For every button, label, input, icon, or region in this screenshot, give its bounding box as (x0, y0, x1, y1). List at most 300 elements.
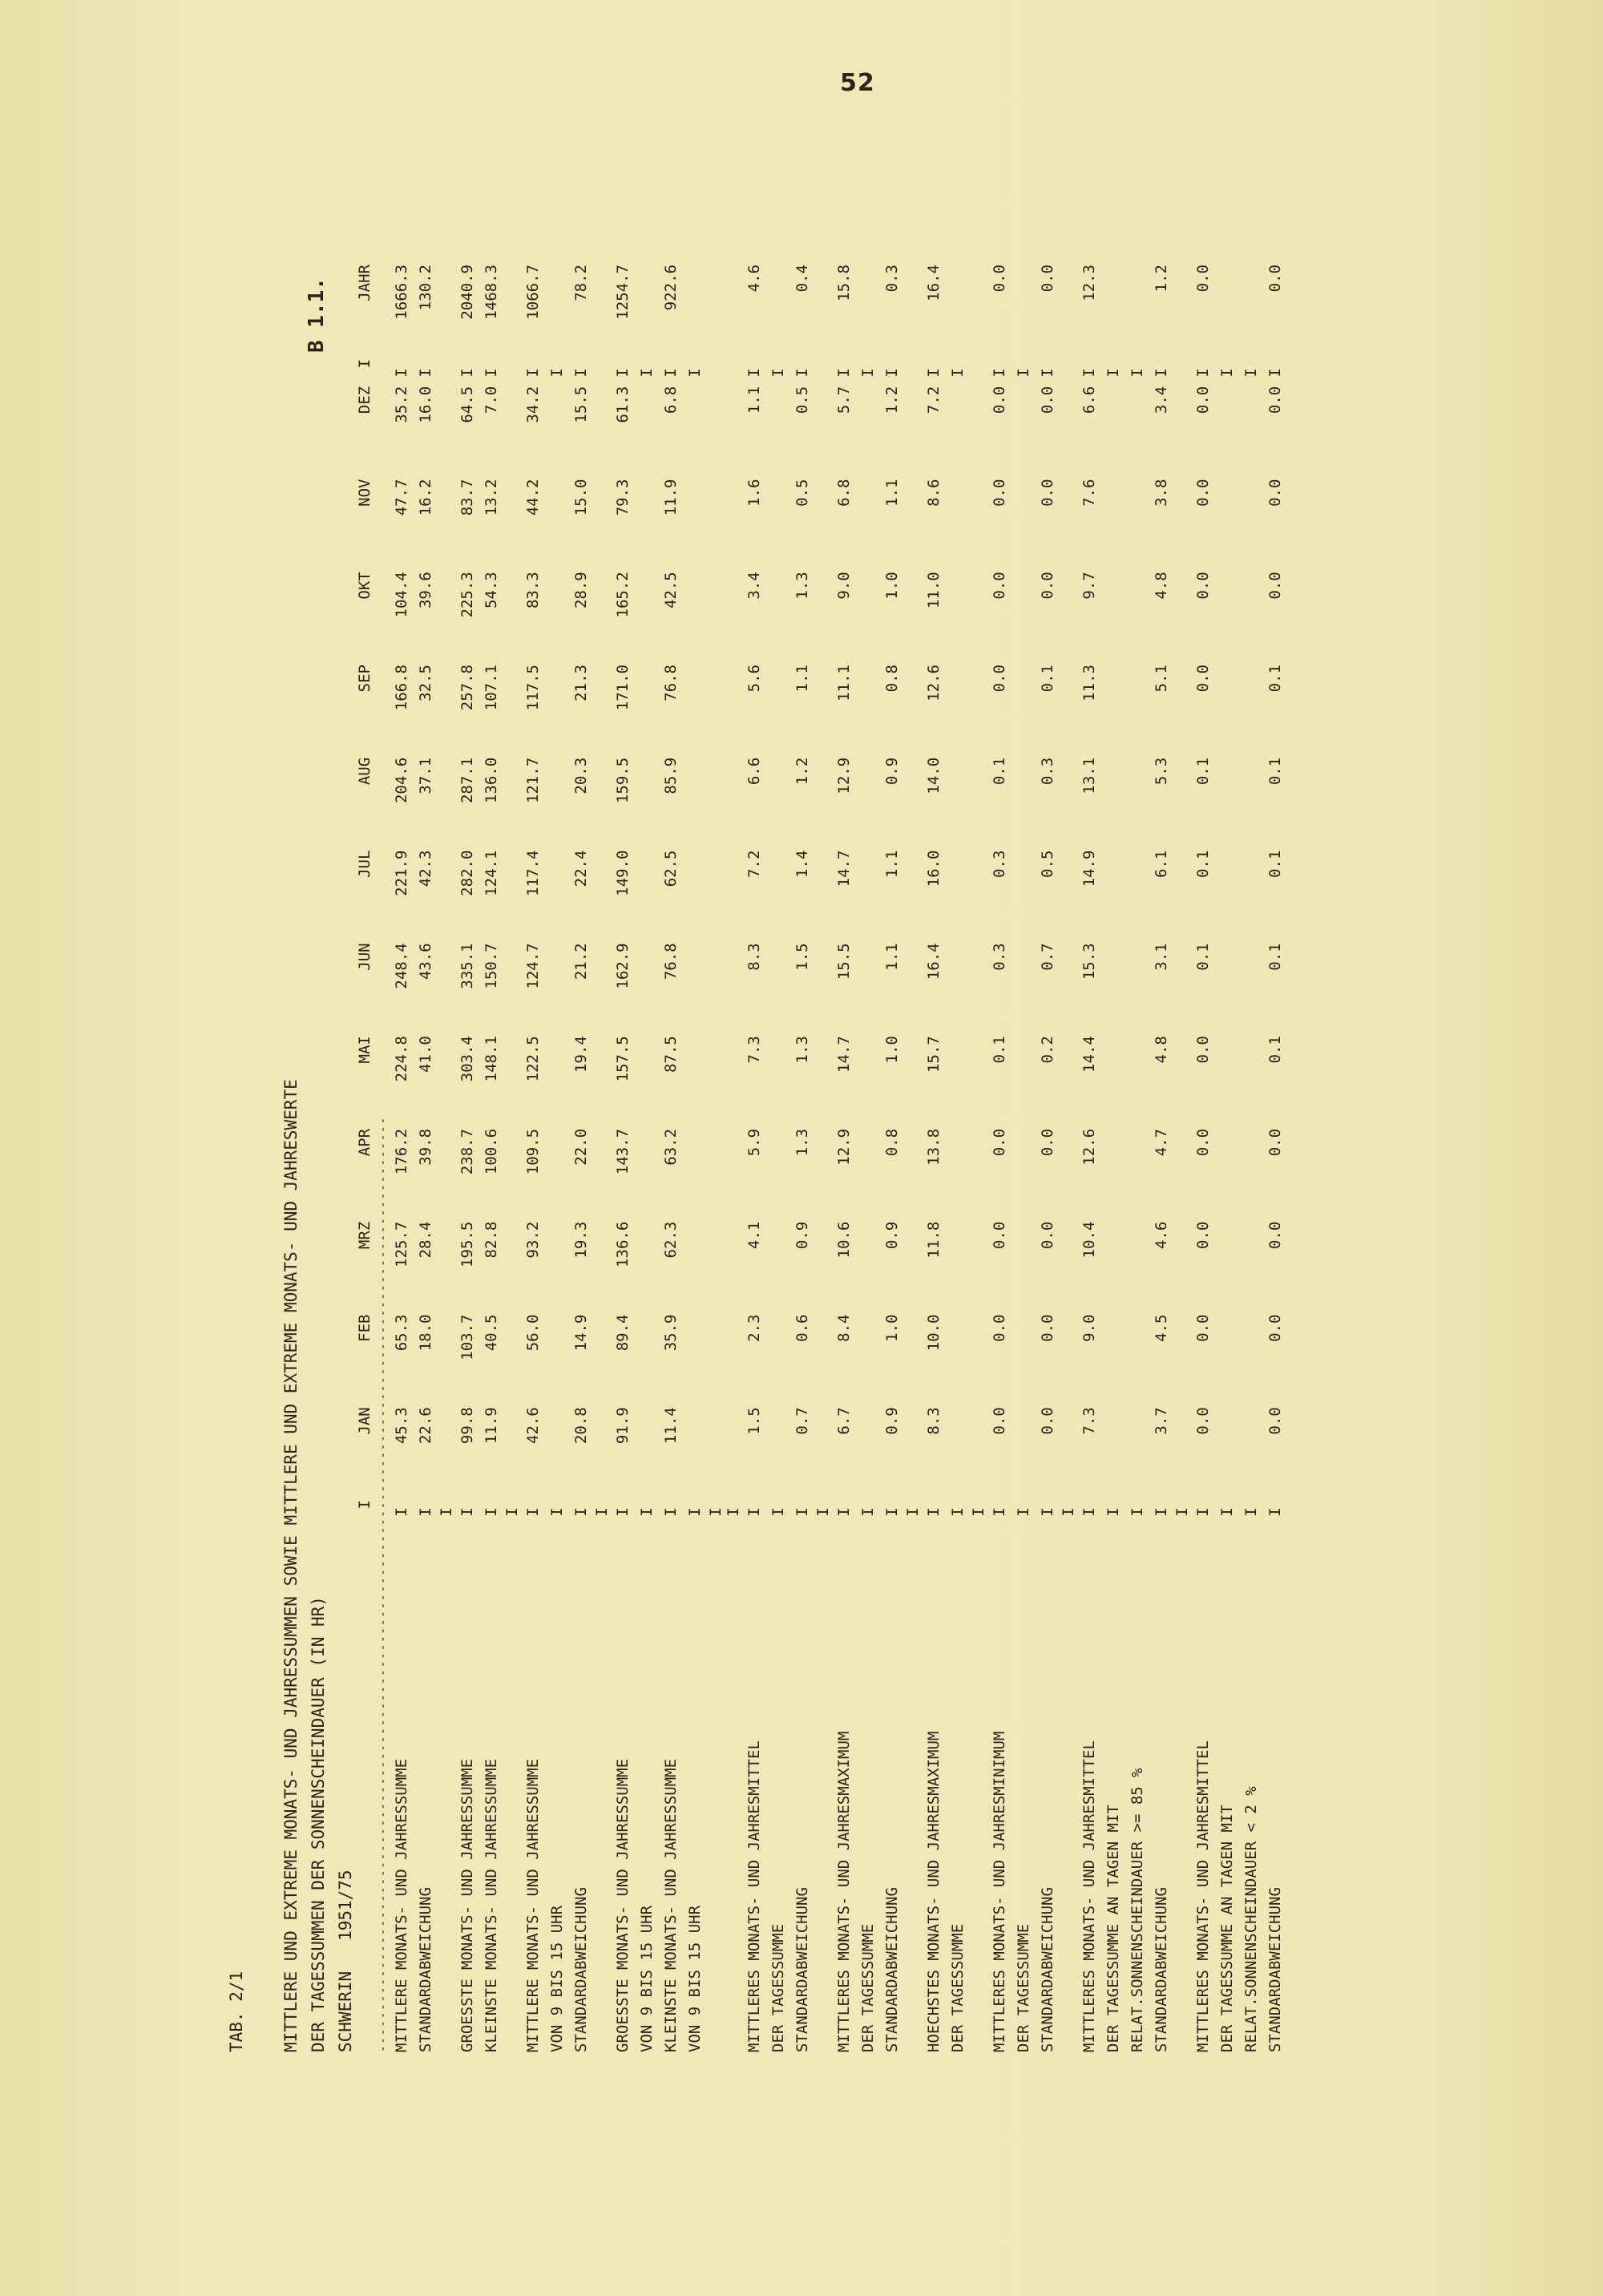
table-cell: 282.0 (458, 850, 476, 896)
table-cell: 0.0 (1266, 479, 1284, 507)
table-cell: 11.9 (483, 1407, 500, 1445)
row-label: DER TAGESSUMME (859, 1923, 877, 2052)
table-cell (766, 1407, 790, 1500)
table-cell (1011, 1315, 1036, 1408)
table-cell: 1.1 (745, 386, 763, 414)
table-cell: 15.3 (1080, 943, 1098, 980)
table-cell: 0.0 (1194, 1036, 1212, 1064)
table-cell: 12.9 (835, 1128, 853, 1166)
table-cell: 63.2 (662, 1128, 680, 1166)
table-cell: 1.6 (745, 479, 763, 507)
column-separator: I (572, 368, 590, 378)
table-cell (1011, 479, 1036, 572)
column-separator: I (1104, 368, 1122, 378)
table-cell (635, 265, 659, 359)
column-header-jahr: JAHR (356, 265, 373, 301)
table-cell: 14.4 (1080, 1036, 1098, 1073)
table-cell (1101, 265, 1125, 359)
table-cell: 0.0 (991, 265, 1008, 293)
table-cell (683, 479, 707, 572)
table-cell (1215, 665, 1239, 758)
table-cell: 83.7 (458, 479, 476, 516)
table-cell (1011, 1129, 1036, 1222)
table-row (1263, 265, 1287, 2052)
table-cell: 7.3 (1080, 1407, 1098, 1435)
table-cell (683, 943, 707, 1036)
row-label: MITTLERES MONATS- UND JAHRESMITTEL (745, 1740, 763, 2052)
column-header-jun: JUN (356, 943, 373, 971)
table-row (856, 265, 880, 2052)
table-cell: 6.8 (835, 479, 853, 507)
table-row (1239, 265, 1263, 2052)
table-cell (1125, 479, 1149, 572)
table-cell (946, 1222, 970, 1315)
row-label: KLEINSTE MONATS- UND JAHRESSUMME (483, 1758, 500, 2052)
column-separator: I (686, 368, 704, 378)
column-header-okt: OKT (356, 572, 373, 600)
gap-cell (1060, 1524, 1077, 2052)
table-cell: 0.0 (991, 1314, 1008, 1342)
table-cell: 4.1 (745, 1221, 763, 1250)
column-separator: I (904, 1507, 922, 1517)
table-cell: 62.5 (662, 850, 680, 887)
column-header-apr: APR (356, 1128, 373, 1157)
column-separator: I (707, 1507, 725, 1517)
table-row (1011, 265, 1036, 2052)
table-row (946, 265, 970, 2052)
table-cell: 0.0 (1194, 386, 1212, 414)
table-cell (766, 851, 790, 944)
table-gap-row (1173, 265, 1191, 2052)
table-cell: 85.9 (662, 757, 680, 794)
table-cell (946, 572, 970, 665)
column-separator: I (1015, 368, 1032, 378)
table-cell: 0.0 (1039, 1128, 1056, 1157)
row-label: STANDARDABWEICHUNG (883, 1887, 901, 2052)
table-cell: 0.1 (1194, 850, 1212, 878)
table-cell: 44.2 (524, 479, 542, 516)
table-cell: 0.0 (1194, 1128, 1212, 1157)
page-number: 52 (840, 69, 875, 97)
table-cell: 43.6 (417, 943, 434, 980)
table-cell (1239, 665, 1263, 758)
table-cell: 21.2 (572, 943, 590, 980)
column-header-jul: JUL (356, 850, 373, 878)
table-cell: 0.3 (1039, 757, 1056, 786)
column-separator: I (769, 1507, 787, 1517)
table-cell: 35.2 (393, 386, 410, 423)
table-row (611, 265, 635, 2052)
table-cell: 0.0 (1266, 386, 1284, 414)
row-label: DER TAGESSUMME (1015, 1923, 1032, 2052)
column-separator: I (1129, 1507, 1146, 1517)
table-cell: 12.3 (1080, 265, 1098, 301)
table-cell (1101, 851, 1125, 944)
table-row (1149, 265, 1173, 2052)
table-cell (856, 851, 880, 944)
table-cell: 109.5 (524, 1128, 542, 1175)
table-cell (766, 386, 790, 479)
column-separator: I (393, 368, 410, 378)
table-row (1077, 265, 1101, 2052)
table-cell: 1.2 (793, 757, 811, 786)
table-cell: 42.5 (662, 572, 680, 609)
table-cell: 0.0 (991, 572, 1008, 600)
table-cell: 0.0 (1266, 572, 1284, 600)
table-cell: 37.1 (417, 757, 434, 794)
table-cell: 100.6 (483, 1128, 500, 1175)
table-cell: 238.7 (458, 1128, 476, 1175)
table-cell: 0.1 (1266, 943, 1284, 971)
table-cell (856, 1036, 880, 1129)
table-cell (1125, 1315, 1149, 1408)
table-cell (545, 479, 569, 572)
table-cell: 11.0 (925, 572, 943, 609)
table-row (569, 265, 593, 2052)
table-cell: 32.5 (417, 665, 434, 701)
table-cell (856, 572, 880, 665)
table-cell: 0.7 (1039, 943, 1056, 971)
table-cell (1011, 572, 1036, 665)
table-cell (683, 265, 707, 359)
table-cell: 0.0 (1039, 572, 1056, 600)
table-row (766, 265, 790, 2052)
column-separator: I (949, 1507, 967, 1517)
row-label: STANDARDABWEICHUNG (572, 1887, 590, 2052)
table-cell (1011, 1407, 1036, 1500)
column-separator: I (1104, 1507, 1122, 1517)
gap-cell (814, 1524, 832, 2052)
table-cell: 3.4 (745, 572, 763, 600)
column-separator: I (1080, 368, 1098, 378)
table-cell (1011, 265, 1036, 359)
table-cell: 1.3 (793, 572, 811, 600)
column-separator: I (1153, 1507, 1170, 1517)
column-header-mrz: MRZ (356, 1221, 373, 1250)
table-cell: 91.9 (614, 1407, 632, 1445)
table-cell: 130.2 (417, 265, 434, 311)
table-gap-row (970, 265, 987, 2052)
table-cell (1215, 1036, 1239, 1129)
table-cell: 0.0 (991, 1128, 1008, 1157)
table-cell: 257.8 (458, 665, 476, 711)
table-cell: 5.6 (745, 665, 763, 693)
table-cell: 21.3 (572, 665, 590, 701)
table-cell (635, 851, 659, 944)
table-cell: 159.5 (614, 757, 632, 804)
table-cell: 2040.9 (458, 265, 476, 320)
table-row (790, 265, 814, 2052)
table-cell: 1.1 (883, 850, 901, 878)
table-cell: 35.9 (662, 1314, 680, 1352)
table-cell: 7.2 (745, 850, 763, 878)
table-cell: 0.2 (1039, 1036, 1056, 1064)
table-cell (946, 943, 970, 1036)
table-cell (545, 943, 569, 1036)
table-cell: 0.0 (1039, 1314, 1056, 1342)
column-separator: I (1218, 368, 1236, 378)
table-cell: 0.1 (991, 757, 1008, 786)
table-cell (1125, 1222, 1149, 1315)
table-cell: 0.1 (1039, 665, 1056, 693)
table-cell: 18.0 (417, 1314, 434, 1352)
table-header-row (353, 265, 377, 2052)
table-cell: 10.0 (925, 1314, 943, 1352)
table-cell: 8.3 (745, 943, 763, 971)
table-cell: 107.1 (483, 665, 500, 711)
table-row (1036, 265, 1060, 2052)
table-cell: 0.0 (1039, 386, 1056, 414)
table-cell (1215, 851, 1239, 944)
gap-cell (438, 1524, 455, 2052)
table-cell: 1666.3 (393, 265, 410, 320)
table-cell: 204.6 (393, 757, 410, 804)
column-separator: I (393, 1507, 410, 1517)
table-cell: 6.6 (745, 757, 763, 786)
table-cell: 3.7 (1153, 1407, 1170, 1435)
row-label: MITTLERES MONATS- UND JAHRESMINIMUM (991, 1731, 1008, 2052)
table-cell: 3.1 (1153, 943, 1170, 971)
table-cell: 195.5 (458, 1221, 476, 1267)
table-cell: 0.8 (883, 665, 901, 693)
table-row (683, 265, 707, 2052)
row-label: MITTLERE MONATS- UND JAHRESSUMME (393, 1758, 410, 2052)
column-separator: I (793, 1507, 811, 1517)
column-separator: I (925, 368, 943, 378)
table-cell: 0.0 (1194, 479, 1212, 507)
row-label: DER TAGESSUMME (949, 1923, 967, 2052)
table-cell: 47.7 (393, 479, 410, 516)
table-cell: 19.4 (572, 1036, 590, 1073)
table-cell (1125, 665, 1149, 758)
table-cell: 5.1 (1153, 665, 1170, 693)
column-separator: I (925, 1507, 943, 1517)
column-separator: I (883, 368, 901, 378)
table-cell (1239, 943, 1263, 1036)
table-cell (545, 758, 569, 851)
table-cell: 15.8 (835, 265, 853, 301)
table-gap-row (438, 265, 455, 2052)
table-cell: 22.6 (417, 1407, 434, 1445)
table-cell (766, 265, 790, 359)
table-cell (1125, 265, 1149, 359)
table-cell (683, 1315, 707, 1408)
table-cell (1215, 1315, 1239, 1408)
table-cell: 0.0 (1194, 665, 1212, 693)
table-cell (946, 1129, 970, 1222)
table-cell (1125, 572, 1149, 665)
table-cell: 76.8 (662, 943, 680, 980)
column-separator: I (1080, 1507, 1098, 1517)
column-header-aug: AUG (356, 757, 373, 786)
column-header-sep: SEP (356, 665, 373, 693)
table-cell: 0.7 (793, 1407, 811, 1435)
table-cell: 122.5 (524, 1036, 542, 1082)
table-row (659, 265, 683, 2052)
table-cell: 9.0 (835, 572, 853, 600)
table-cell: 11.1 (835, 665, 853, 701)
table-cell (1011, 943, 1036, 1036)
table-cell: 0.0 (1194, 1314, 1212, 1342)
table-cell (856, 1315, 880, 1408)
table-cell: 143.7 (614, 1128, 632, 1175)
table-cell (856, 758, 880, 851)
column-header-jan: JAN (356, 1407, 373, 1435)
table-cell (1101, 572, 1125, 665)
table-cell: 0.0 (1266, 1128, 1284, 1157)
table-cell (1011, 665, 1036, 758)
table-cell: 165.2 (614, 572, 632, 618)
table-cell (1239, 265, 1263, 359)
table-cell (1101, 1036, 1125, 1129)
table-cell: 6.6 (1080, 386, 1098, 414)
table-gap-row (593, 265, 611, 2052)
table-cell: 7.6 (1080, 479, 1098, 507)
table-cell: 176.2 (393, 1128, 410, 1175)
column-separator: I (859, 1507, 877, 1517)
table-cell: 4.6 (745, 265, 763, 293)
table-cell (1125, 851, 1149, 944)
table-cell: 22.0 (572, 1128, 590, 1166)
table-cell: 0.0 (1266, 1314, 1284, 1342)
column-separator: I (593, 1507, 611, 1517)
table-cell: 1.2 (883, 386, 901, 414)
row-label: VON 9 BIS 15 UHR (686, 1905, 704, 2052)
column-separator: I (859, 368, 877, 378)
table-cell (766, 1129, 790, 1222)
table-cell: 1468.3 (483, 265, 500, 320)
table-cell: 13.2 (483, 479, 500, 516)
table-cell (1215, 386, 1239, 479)
table-row (390, 265, 414, 2052)
column-separator: I (438, 1507, 455, 1517)
table-cell (1101, 1315, 1125, 1408)
table-cell (1101, 1222, 1125, 1315)
table-cell: 14.9 (572, 1314, 590, 1352)
table-cell: 99.8 (458, 1407, 476, 1445)
table-cell (635, 1315, 659, 1408)
table-cell: 0.3 (991, 943, 1008, 971)
gap-cell (904, 1524, 922, 2052)
table-cell: 117.5 (524, 665, 542, 711)
table-cell: 148.1 (483, 1036, 500, 1082)
column-separator: I (745, 1507, 763, 1517)
table-cell: 15.5 (835, 943, 853, 980)
table-cell (766, 479, 790, 572)
table-cell (635, 1222, 659, 1315)
table-row (880, 265, 904, 2052)
table-cell: 79.3 (614, 479, 632, 516)
table-gap-row (1060, 265, 1077, 2052)
table-cell: 1254.7 (614, 265, 632, 320)
table-cell: 1.1 (883, 943, 901, 971)
column-separator: I (1015, 1507, 1032, 1517)
table-cell: 0.5 (793, 386, 811, 414)
column-separator: I (483, 368, 500, 378)
table-cell: 1.0 (883, 572, 901, 600)
table-cell (545, 386, 569, 479)
table-cell: 0.5 (793, 479, 811, 507)
table-cell: 125.7 (393, 1221, 410, 1267)
table-cell: 5.9 (745, 1128, 763, 1157)
table-cell (1239, 386, 1263, 479)
table-title-line-3: SCHWERIN 1951/75 (336, 1870, 355, 2052)
table-cell (683, 572, 707, 665)
table-cell: 0.0 (991, 386, 1008, 414)
column-separator: I (1194, 368, 1212, 378)
table-cell (1125, 1407, 1149, 1500)
table-cell: 0.0 (991, 1221, 1008, 1250)
table-cell: 10.6 (835, 1221, 853, 1259)
table-cell (683, 386, 707, 479)
table-cell: 20.8 (572, 1407, 590, 1445)
table-cell: 150.7 (483, 943, 500, 989)
table-cell (856, 479, 880, 572)
table-cell (1011, 386, 1036, 479)
table-cell: 166.8 (393, 665, 410, 711)
table-cell (856, 1222, 880, 1315)
table-cell: 82.8 (483, 1221, 500, 1259)
table-cell (1101, 1129, 1125, 1222)
table-cell (635, 386, 659, 479)
table-cell (1215, 265, 1239, 359)
table-cell: 56.0 (524, 1314, 542, 1352)
table-cell (1215, 758, 1239, 851)
table-cell (635, 479, 659, 572)
table-cell: 28.4 (417, 1221, 434, 1259)
table-cell: 7.3 (745, 1036, 763, 1064)
table-cell: 15.5 (572, 386, 590, 423)
table-cell (1239, 1407, 1263, 1500)
table-cell (1011, 1036, 1036, 1129)
column-separator: I (356, 358, 373, 369)
table-cell (1125, 386, 1149, 479)
table-cell: 117.4 (524, 850, 542, 896)
table-cell: 0.9 (883, 757, 901, 786)
table-cell: 22.4 (572, 850, 590, 887)
row-label: VON 9 BIS 15 UHR (548, 1905, 566, 2052)
column-separator: I (686, 1507, 704, 1517)
table-cell (635, 665, 659, 758)
table-cell (766, 1222, 790, 1315)
table-cell (1101, 943, 1125, 1036)
table-cell (1011, 851, 1036, 944)
header-dash-line: ---------------------------------------------------------------------------------------------------------------- (377, 1115, 390, 2052)
column-separator: I (524, 1507, 542, 1517)
table-cell (1215, 1407, 1239, 1500)
table-cell: 11.3 (1080, 665, 1098, 701)
table-cell (946, 386, 970, 479)
table-cell: 20.3 (572, 757, 590, 794)
table-cell (946, 1407, 970, 1500)
table-cell: 136.0 (483, 757, 500, 804)
table-cell (1239, 758, 1263, 851)
column-separator: I (524, 368, 542, 378)
table-tab-label: TAB. 2/1 (227, 1971, 246, 2052)
table-cell (1125, 1036, 1149, 1129)
table-gap-row (503, 265, 521, 2052)
table-cell: 0.0 (1266, 1221, 1284, 1250)
table-cell: 0.0 (991, 479, 1008, 507)
gap-cell (503, 1524, 521, 2052)
table-cell: 0.3 (883, 265, 901, 293)
table-cell (946, 1036, 970, 1129)
table-cell: 3.4 (1153, 386, 1170, 414)
column-separator: I (1039, 1507, 1056, 1517)
table-cell: 7.0 (483, 386, 500, 414)
table-cell (635, 943, 659, 1036)
table-cell: 225.3 (458, 572, 476, 618)
